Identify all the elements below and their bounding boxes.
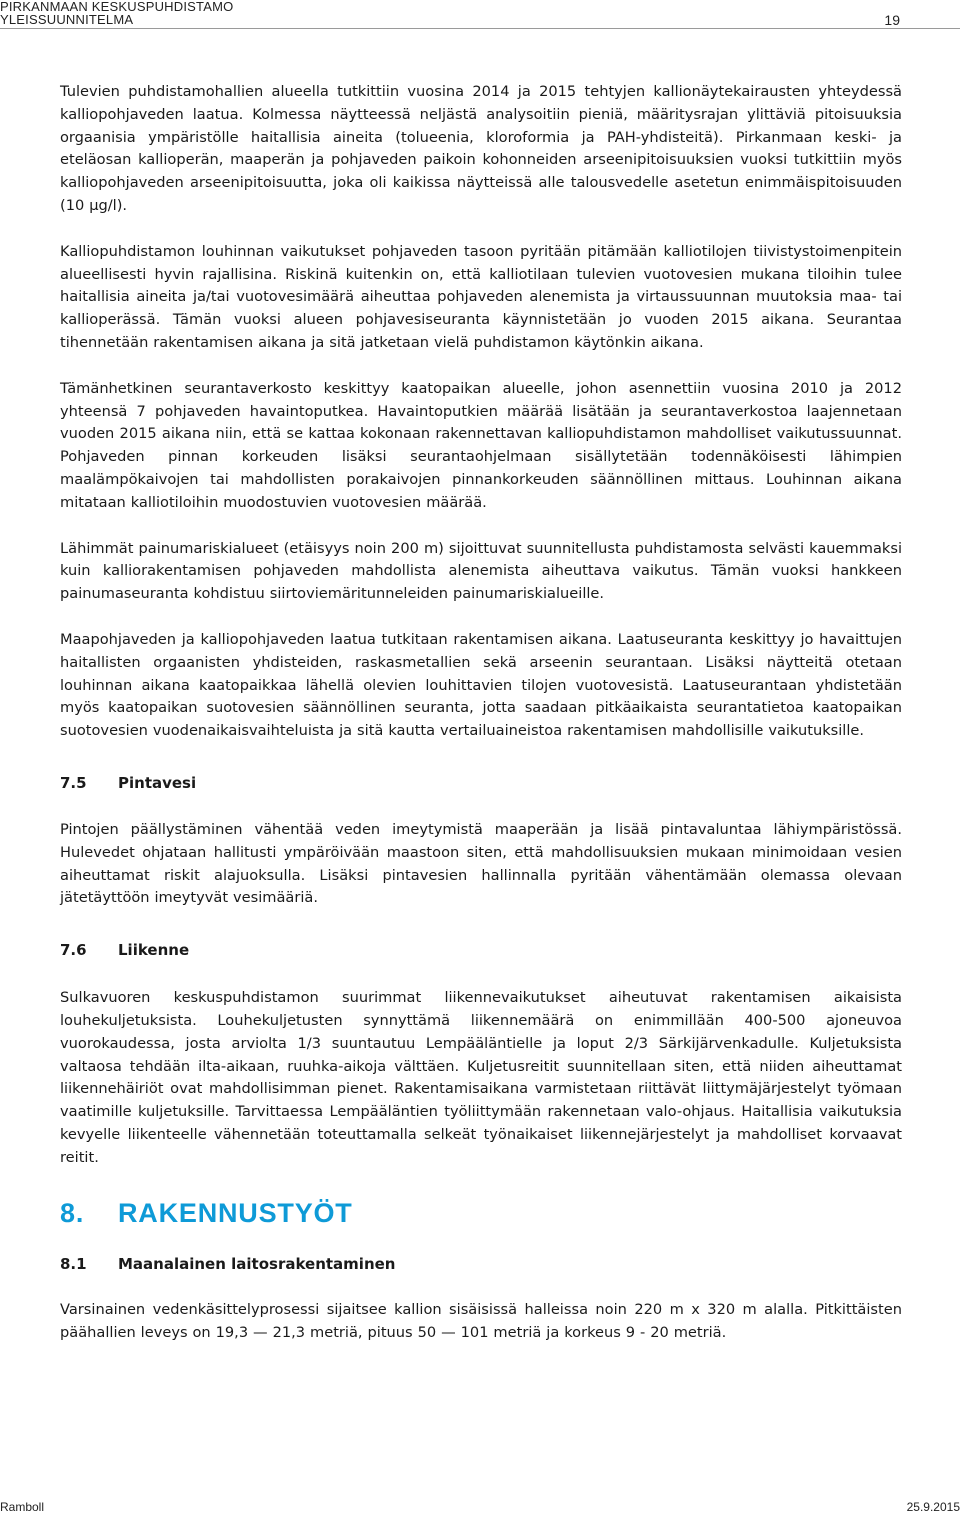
paragraph-monitoring-network: Tämänhetkinen seurantaverkosto keskittyy kaatopaikan alueelle, johon asennettiin vuosina 2010 ja 2012 yhteensä 7 pohjaveden havaintoputkea. Havaintoputkien määrää lisätään ja seurantaverkostoa laajennetaan vuoden 2015 aikana niin, että se kattaa kokonaan rakennettavan kalliopuhdistamon mahdolliset vaikutussuunnat. Pohjaveden pinnan korkeuden lisäksi seurantaohjelmaan sisällytetään todennäköisesti lähimpien maalämpökaivojen tai mahdollisten porakaivojen pinnankorkeuden säännöllinen mittaus. Louhinnan aikana mitataan kalliotiloihin muodostuvien vuotovesien määrää. <box>60 379 902 511</box>
section-heading-8-1 <box>60 1253 902 1275</box>
footer-company: Ramboll <box>0 1500 45 1514</box>
paragraph-excavation-impacts: Kalliopuhdistamon louhinnan vaikutukset pohjaveden tasoon pyritään pitämään kalliotilojen tiivistystoimenpitein alueellisesti hyvin rajallisina. Riskinä kuitenkin on, että kalliotilaan tulevien vuotovesien mukana tiloihin tulee haitallisia aineita ja/tai vuotovesimäärä aiheuttaa pohjaveden alenemista ja virtaussuunnan muutoksia maa- tai kallioperässä. Tämän vuoksi alueen pohjavesiseuranta käynnistetään jo vuoden 2015 aikana. Seurantaa tihennetään rakentamisen aikana ja sitä jatketaan vielä puhdistamon käytönkin aikana. <box>60 242 902 351</box>
section-number: 8.1 <box>60 1255 87 1274</box>
page-body <box>60 81 902 1345</box>
paragraph-quality-monitoring: Maapohjaveden ja kalliopohjaveden laatua tutkitaan rakentamisen aikana. Laatuseuranta keskittyy jo havaittujen haitallisten orgaanisten yhdisteiden, raskasmetallien sekä arseenin seurantaan. Lisäksi näytteitä otetaan louhinnan aikana kaatopaikkaa lähellä olevien louhittavien tilojen vuotovesistä. Laatuseurantaan yhdistetään myös kaatopaikan suotovesien säännöllinen seuranta, jotta saadaan pitkäaikaista seurantatietoa kaatopaikan suotovesien vuodenaikaisvaihteluista ja sitä kautta vertailuaineistoa rakentamisen mahdollisille vaikutuksille. <box>60 630 902 740</box>
footer-date: 25.9.2015 <box>906 1500 960 1514</box>
paragraph-surface-water: Pintojen päällystäminen vähentää veden imeytymistä maaperään ja lisää pintavaluntaa lähiympäristössä. Hulevedet ohjataan hallitusti ympäröivään maastoon siten, että mahdollisuuksien mukaan minimoidaan vesien aiheuttamat riskit alajuoksulla. Lisäksi pintavesien hallinnalla pyritään vähentämään olemassa olevaan jätetäyttöön imeytyvät vesimääriä. <box>60 820 902 907</box>
chapter-heading-8 <box>60 1197 902 1229</box>
chapter-title: RAKENNUSTYÖT <box>118 1198 353 1229</box>
section-title: Pintavesi <box>118 773 197 792</box>
page-number: 19 <box>884 12 900 28</box>
section-title: Liikenne <box>118 941 190 960</box>
paragraph-settlement-risk: Lähimmät painumariskialueet (etäisyys noin 200 m) sijoittuvat suunnitellusta puhdistamosta selvästi kauemmaksi kuin kalliorakentamisen pohjaveden mahdollista alenemista aiheuttava vaikutus. Tämän vuoksi hankkeen painumaseuranta kohdistuu siirtoviemäritunneleiden painumariskialueille. <box>60 539 902 603</box>
document-header <box>0 0 233 26</box>
paragraph-underground-halls: Varsinainen vedenkäsittelyprosessi sijaitsee kallion sisäisissä halleissa noin 220 m x 320 m alalla. Pitkittäisten päähallien leveys on 19,3 — 21,3 metriä, pituus 50 — 101 metriä ja korkeus 9 - 20 metriä. <box>60 1301 902 1342</box>
section-title: Maanalainen laitosrakentaminen <box>118 1255 396 1274</box>
header-document-title: YLEISSUUNNITELMA <box>0 12 134 27</box>
section-number: 7.6 <box>60 941 87 960</box>
header-organization: PIRKANMAAN KESKUSPUHDISTAMO <box>0 0 234 14</box>
chapter-number: 8. <box>60 1198 85 1229</box>
section-heading-7-6 <box>60 939 902 961</box>
header-divider <box>0 28 960 29</box>
section-number: 7.5 <box>60 773 87 792</box>
section-heading-7-5 <box>60 772 902 794</box>
paragraph-traffic: Sulkavuoren keskuspuhdistamon suurimmat liikennevaikutukset aiheutuvat rakentamisen aikaisista louhekuljetuksista. Louhekuljetusten synnyttämä liikennemäärä on enimmillään 400-500 ajoneuvoa vuorokaudessa, josta arviolta 1/3 suuntautuu Lempääläntielle ja loput 2/3 Särkijärvenkadulle. Kuljetuksista valtaosa tehdään ilta-aikaan, ruuhka-aikoja välttäen. Kuljetusreitit suunnitellaan siten, että niiden aiheuttamat liikennehäiriöt ovat mahdollisimman pienet. Rakentamisaikana varmistetaan riittävät liittymäjärjestelyt työmaan vaatimille kuljetuksille. Tarvittaessa Lempääläntien työliittymään rakennetaan valo-ohjaus. Haitallisia vaikutuksia kevyelle liikenteelle vähennetään toteuttamalla selkeät työnaikaiset liikennejärjestelyt ja mahdolliset korvaavat reitit. <box>60 989 902 1166</box>
paragraph-groundwater-quality: Tulevien puhdistamohallien alueella tutkittiin vuosina 2014 ja 2015 tehtyjen kallionäytekairausten yhteydessä kalliopohjaveden laatua. Kolmessa näytteessä neljästä analysoitiin pieniä, määritysrajan ylittäviä pitoisuuksia orgaanisia ympäristölle haitallisia aineita (tolueenia, kloroformia ja PAH-yhdisteitä). Pirkanmaan keski- ja eteläosan kallioperän, maaperän ja pohjaveden paikoin kohonneiden arseenipitoisuuksien vuoksi tutkittiin myös kalliopohjaveden arseenipitoisuutta, joka oli kaikissa näytteissä alle talousvedelle asetetun enimmäispitoisuuden (10 µg/l). <box>60 83 902 214</box>
